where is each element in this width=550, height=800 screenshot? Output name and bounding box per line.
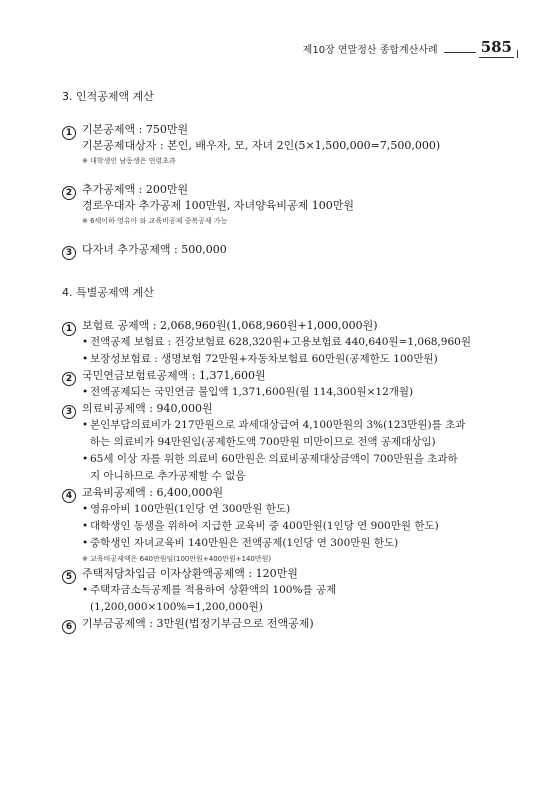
header-rule: [444, 52, 476, 53]
circled-number-icon: 3: [62, 246, 76, 260]
bullet-continuation: 하는 의료비가 94만원임(공제한도액 700만원 미만이므로 전액 공제대상임): [90, 436, 436, 448]
page-header: [303, 38, 514, 58]
bullet-item: [62, 417, 520, 434]
bullet-item: [62, 351, 520, 368]
bullet-item: [62, 501, 520, 518]
circled-number-icon: 1: [62, 126, 76, 140]
bullet-text: 주택자금소득공제를 적용하여 상환액의 100%를 공제: [90, 584, 337, 596]
education-deduction-item: [62, 485, 520, 501]
bullet-dot-icon: •: [82, 353, 89, 365]
education-note: ※ 교육비공제액은 640만원임(100만원+400만원+140만원): [82, 555, 272, 563]
bullet-dot-icon: •: [82, 520, 89, 532]
additional-deduction-text: 추가공제액 : 200만원: [82, 183, 189, 196]
basic-deduction-text: 기본공제액 : 750만원: [82, 123, 189, 136]
donation-deduction-item: [62, 616, 520, 632]
housing-deduction-text: 주택저당차입금 이자상환액공제액 : 120만원: [82, 567, 298, 580]
bullet-text: 중학생인 자녀교육비 140만원은 전액공제(1인당 연 300만원 한도): [90, 537, 399, 549]
section-3-title: 3. 인적공제액 계산: [62, 90, 154, 103]
bullet-item: [62, 384, 520, 401]
chapter-title: 제10장 연말정산 종합계산사례: [302, 45, 438, 56]
insurance-deduction-text: 보험료 공제액 : 2,068,960원(1,068,960원+1,000,000원): [82, 319, 378, 332]
insurance-deduction-item: [62, 318, 520, 334]
bullet-item: [62, 535, 520, 552]
basic-deduction-note: ※ 대학생인 남동생은 연령초과: [82, 157, 176, 165]
page-number: [479, 38, 514, 58]
bullet-text: 전액공제 보험료 : 건강보험료 628,320원+고용보험료 440,640원=1,068,960원: [90, 336, 471, 348]
additional-deduction-detail: 경로우대자 추가공제 100만원, 자녀양육비공제 100만원: [82, 199, 354, 212]
donation-deduction-text: 기부금공제액 : 3만원(법정기부금으로 전액공제): [82, 617, 314, 630]
medical-deduction-text: 의료비공제액 : 940,000원: [82, 402, 213, 415]
pension-deduction-text: 국민연금보험료공제액 : 1,371,600원: [82, 369, 266, 382]
multi-child-deduction-text: 다자녀 추가공제액 : 500,000: [82, 243, 227, 256]
circled-number-icon: 5: [62, 570, 76, 584]
section-4-title: 4. 특별공제액 계산: [62, 286, 154, 299]
multi-child-deduction-item: [62, 242, 520, 258]
bullet-text: 대학생인 동생을 위하여 지급한 교육비 중 400만원(1인당 연 900만원 한도): [90, 520, 439, 532]
bullet-text: 보장성보험료 : 생명보험 72만원+자동차보험료 60만원(공제한도 100만원): [90, 353, 438, 365]
page-number-tick: [517, 50, 518, 58]
bullet-continuation: 지 아니하므로 추가공제할 수 없음: [90, 470, 246, 482]
bullet-dot-icon: •: [82, 503, 89, 515]
bullet-dot-icon: •: [82, 453, 89, 465]
circled-number-icon: 4: [62, 489, 76, 503]
circled-number-icon: 2: [62, 186, 76, 200]
bullet-dot-icon: •: [82, 537, 89, 549]
bullet-text: 65세 이상 자를 위한 의료비 60만원은 의료비공제대상금액이 700만원을 초과하: [90, 453, 458, 465]
housing-deduction-item: [62, 566, 520, 582]
bullet-dot-icon: •: [82, 584, 89, 596]
page-content: [62, 88, 520, 632]
bullet-dot-icon: •: [82, 336, 89, 348]
bullet-dot-icon: •: [82, 419, 89, 431]
page-number-text: 585: [480, 38, 512, 56]
circled-number-icon: 2: [62, 372, 76, 386]
basic-deduction-detail: 기본공제대상자 : 본인, 배우자, 모, 자녀 2인(5×1,500,000=7,500,000): [82, 139, 441, 152]
bullet-item: [62, 334, 520, 351]
circled-number-icon: 3: [62, 405, 76, 419]
circled-number-icon: 1: [62, 322, 76, 336]
basic-deduction-item: [62, 122, 520, 138]
pension-deduction-item: [62, 368, 520, 384]
circled-number-icon: 6: [62, 620, 76, 634]
bullet-continuation: (1,200,000×100%=1,200,000원): [90, 601, 263, 613]
bullet-dot-icon: •: [82, 386, 89, 398]
education-deduction-text: 교육비공제액 : 6,400,000원: [82, 486, 224, 499]
additional-deduction-note: ※ 6세이하 영유아 와 교육비공제 중복공제 가능: [82, 217, 228, 225]
bullet-text: 전액공제되는 국민연금 불입액 1,371,600원(월 114,300원×12개월): [90, 386, 414, 398]
bullet-item: [62, 451, 520, 468]
bullet-item: [62, 582, 520, 599]
bullet-item: [62, 518, 520, 535]
bullet-text: 영유아비 100만원(1인당 연 300만원 한도): [90, 503, 291, 515]
medical-deduction-item: [62, 401, 520, 417]
additional-deduction-item: [62, 182, 520, 198]
bullet-text: 본인부담의료비가 217만원으로 과세대상급여 4,100만원의 3%(123만원)를 초과: [90, 419, 466, 431]
